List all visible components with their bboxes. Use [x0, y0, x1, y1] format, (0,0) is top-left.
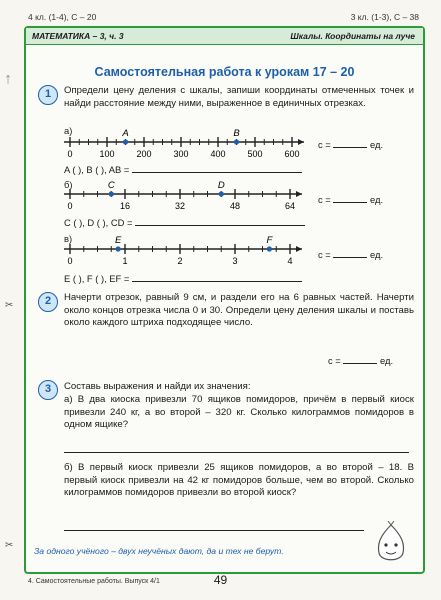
task-2-text: Начерти отрезок, равный 9 см, и раздели его на 6 равных частей. Начерти около концов отрезка числа 0 и 30. Определи цену деления шкалы и поставь около каждого штриха подходящее число.	[64, 292, 414, 328]
task-3a-text: а) В два киоска привезли 70 ящиков помидоров, причём в первый киоск привезли 240 кг, а во второй – 320 кг. Сколько килограммов помидоров в одном ящике?	[64, 394, 414, 430]
tick-label: 4	[287, 256, 293, 266]
answer-line-label: E ( ), F ( ), EF =	[64, 273, 130, 284]
task-3b-text: б) В первый киоск привезли 25 ящиков помидоров, а во второй – 18. В первый киоск привезли на 42 кг помидоров больше, чем во второй. Сколько килограммов помидоров привезли во второй киоск?	[64, 462, 414, 498]
footer-edition: 4. Самостоятельные работы. Выпуск 4/1	[28, 578, 160, 585]
point-label: B	[233, 128, 240, 139]
arrow-icon	[296, 191, 302, 197]
tick-label: 32	[174, 201, 186, 211]
unit-label: ед.	[370, 194, 384, 205]
c-label: c =	[318, 249, 331, 260]
point-marker	[267, 246, 272, 251]
c-answer-field[interactable]	[333, 138, 367, 148]
task-1a-c	[318, 138, 383, 150]
page-number: 49	[213, 573, 228, 587]
task-1b-label: б)	[64, 179, 73, 190]
page-title: Самостоятельная работа к урокам 17 – 20	[94, 65, 355, 79]
task-1b-c	[318, 193, 383, 205]
top-right-ref: 3 кл. (1-3), С – 38	[350, 12, 419, 22]
task-1v-c	[318, 248, 383, 260]
tick-label: 3	[232, 256, 238, 266]
task-2-c	[328, 354, 393, 366]
point-label: D	[217, 180, 225, 191]
task-3-number: 3	[38, 380, 58, 400]
fold-mark-icon: ᛏ	[5, 75, 11, 86]
unit-label: ед.	[380, 355, 394, 366]
c-label: c =	[328, 355, 341, 366]
onion-mascot-icon	[371, 521, 411, 567]
ab-answer-field[interactable]	[132, 163, 302, 173]
tick-label: 500	[247, 149, 263, 159]
tick-label: 16	[119, 201, 131, 211]
task-1-text: Определи цену деления c шкалы, запиши координаты отмеченных точек и найди расстояние между ними, выраженное в единичных отрезках.	[64, 85, 414, 109]
tick-label: 0	[67, 149, 73, 159]
point-marker	[109, 191, 114, 196]
tick-label: 64	[284, 201, 296, 211]
unit-label: ед.	[370, 249, 384, 260]
task-1v-answer	[64, 272, 302, 284]
subject-title: МАТЕМАТИКА – 3, ч. 3	[32, 31, 124, 41]
page-header	[26, 28, 423, 45]
unit-label: ед.	[370, 139, 384, 150]
tick-label: 0	[67, 256, 73, 266]
tick-label: 200	[136, 149, 152, 159]
scale-a	[64, 128, 334, 164]
tick-label: 48	[229, 201, 241, 211]
task-1v-label: в)	[64, 233, 73, 244]
point-label: E	[114, 235, 122, 246]
tick-label: 100	[99, 149, 115, 159]
task-1a-label: а)	[64, 125, 73, 136]
arrow-icon	[296, 246, 302, 252]
ef-answer-field[interactable]	[132, 272, 302, 282]
answer-line[interactable]	[64, 452, 409, 453]
point-marker	[234, 139, 239, 144]
tick-label: 1	[122, 256, 128, 266]
answer-line-label: C ( ), D ( ), CD =	[64, 217, 133, 228]
arrow-icon	[298, 139, 304, 145]
scissors-icon: ✂	[5, 300, 14, 311]
tick-label: 2	[177, 256, 183, 266]
scale-b	[64, 180, 334, 216]
point-label: C	[107, 180, 115, 191]
task-3-intro: Составь выражения и найди их значения:	[64, 381, 251, 392]
tick-label: 0	[67, 201, 73, 211]
top-left-ref: 4 кл. (1-4), С – 20	[28, 12, 97, 22]
c-answer-field[interactable]	[333, 248, 367, 258]
c-answer-field[interactable]	[333, 193, 367, 203]
answer-line[interactable]	[64, 530, 364, 531]
tick-label: 300	[173, 149, 189, 159]
task-1a-answer	[64, 163, 302, 175]
c-label: c =	[318, 194, 331, 205]
scale-v	[64, 235, 334, 271]
proverb-quote: За одного учёного – двух неучёных дают, да и тех не берут.	[34, 546, 284, 556]
point-label: F	[266, 235, 273, 246]
task-2-number: 2	[38, 292, 58, 312]
task-1b-answer	[64, 216, 305, 228]
c-label: c =	[318, 139, 331, 150]
topic-title: Шкалы. Координаты на луче	[290, 31, 415, 41]
worksheet-frame	[24, 26, 425, 574]
cd-answer-field[interactable]	[135, 216, 305, 226]
fold-mark-icon: ✂	[5, 540, 14, 551]
point-marker	[116, 246, 121, 251]
point-marker	[123, 139, 128, 144]
c-answer-field[interactable]	[343, 354, 377, 364]
tick-label: 600	[284, 149, 300, 159]
answer-line-label: A ( ), B ( ), AB =	[64, 164, 130, 175]
point-label: A	[122, 128, 129, 139]
tick-label: 400	[210, 149, 226, 159]
task-1-number: 1	[38, 85, 58, 105]
point-marker	[219, 191, 224, 196]
